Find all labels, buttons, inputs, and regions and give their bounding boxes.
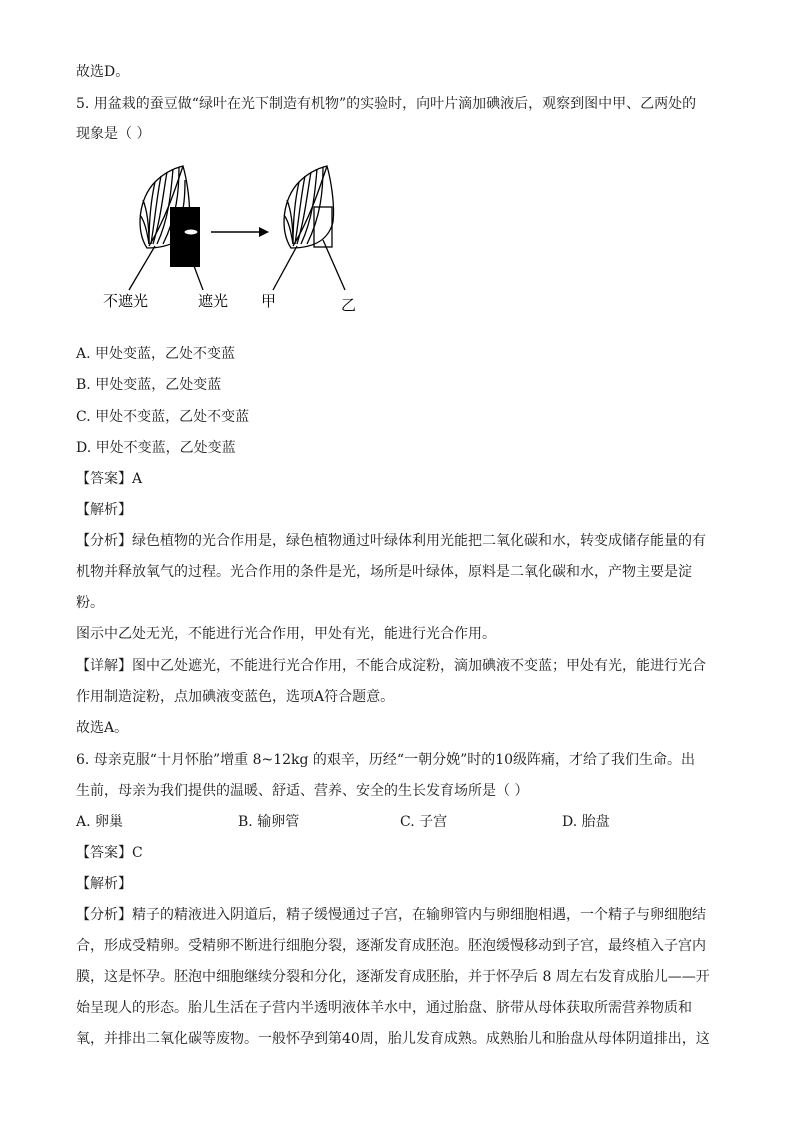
leaf-right xyxy=(284,166,334,248)
shading-cover xyxy=(170,207,200,267)
q6-option-d: D. 胎盘 xyxy=(562,814,610,830)
q5-conclusion: 故选A。 xyxy=(76,720,129,736)
q6-stem-line1: 6. 母亲克服“十月怀胎”增重 8~12kg 的艰辛，历经“一朝分娩”时的10级阵痛，才给了我们生命。出 xyxy=(76,752,696,768)
q5-analysis-line: 作用制造淀粉，点加碘液变蓝色，选项A符合题意。 xyxy=(76,689,395,705)
q6-stem-line2: 生前，母亲为我们提供的温暖、舒适、营养、安全的生长发育场所是（ ） xyxy=(76,783,529,799)
q6-answer: 【答案】C xyxy=(76,845,143,861)
q5-analysis-line: 机物并释放氧气的过程。光合作用的条件是光，场所是叶绿体，原料是二氧化碳和水，产物主要是淀 xyxy=(76,564,692,580)
q5-option-d: D. 甲处不变蓝，乙处变蓝 xyxy=(76,440,236,456)
q6-option-c: C. 子宫 xyxy=(400,814,448,830)
label-jia: 甲 xyxy=(261,292,277,310)
q5-analysis-line: 【分析】绿色植物的光合作用是，绿色植物通过叶绿体利用光能把二氧化碳和水，转变成储存能量的有 xyxy=(76,533,706,549)
q6-analysis-line: 合，形成受精卵。受精卵不断进行细胞分裂，逐渐发育成胚泡。胚泡缓慢移动到子宫，最终植入子宫内 xyxy=(76,938,706,954)
q5-analysis-line: 图示中乙处无光，不能进行光合作用，甲处有光，能进行光合作用。 xyxy=(76,626,496,642)
q4-conclusion: 故选D。 xyxy=(76,64,130,80)
q5-analysis-line: 粉。 xyxy=(76,595,104,611)
q5-stem-line1: 5. 用盆栽的蚕豆做“绿叶在光下制造有机物”的实验时，向叶片滴加碘液后，观察到图中甲、乙两处的 xyxy=(76,96,697,112)
q5-stem-line2: 现象是（ ） xyxy=(76,126,151,142)
q6-option-a: A. 卵巢 xyxy=(76,814,124,830)
q6-analysis-line: 氧，并排出二氧化碳等废物。一般怀孕到第40周，胎儿发育成熟。成熟胎儿和胎盘从母体阴道排出，这 xyxy=(76,1031,710,1047)
q6-option-b: B. 输卵管 xyxy=(238,814,300,830)
q5-answer: 【答案】A xyxy=(76,471,143,487)
label-yi: 乙 xyxy=(341,296,357,314)
q6-analysis-line: 膜，这是怀孕。胚泡中细胞继续分裂和分化，逐渐发育成胚胎，并于怀孕后 8 周左右发育成胎儿——开 xyxy=(76,969,710,985)
label-shaded: 遮光 xyxy=(198,292,229,310)
q5-option-c: C. 甲处不变蓝，乙处不变蓝 xyxy=(76,409,250,425)
q5-option-b: B. 甲处变蓝，乙处变蓝 xyxy=(76,377,222,393)
q6-analysis-heading: 【解析】 xyxy=(76,876,132,892)
label-unshaded: 不遮光 xyxy=(103,292,149,310)
q5-analysis-line: 【详解】图中乙处遮光，不能进行光合作用，不能合成淀粉，滴加碘液不变蓝；甲处有光，能进行光合 xyxy=(76,658,706,674)
q5-analysis-heading: 【解析】 xyxy=(76,502,132,518)
q6-analysis-line: 始呈现人的形态。胎儿生活在子营内半透明液体羊水中，通过胎盘、脐带从母体获取所需营养物质和 xyxy=(76,1000,692,1016)
leaf-experiment-figure xyxy=(95,160,365,320)
q6-analysis-line: 【分析】精子的精液进入阴道后，精子缓慢通过子宫，在输卵管内与卵细胞相遇，一个精子与卵细胞结 xyxy=(76,907,706,923)
q5-option-a: A. 甲处变蓝，乙处不变蓝 xyxy=(76,346,236,362)
